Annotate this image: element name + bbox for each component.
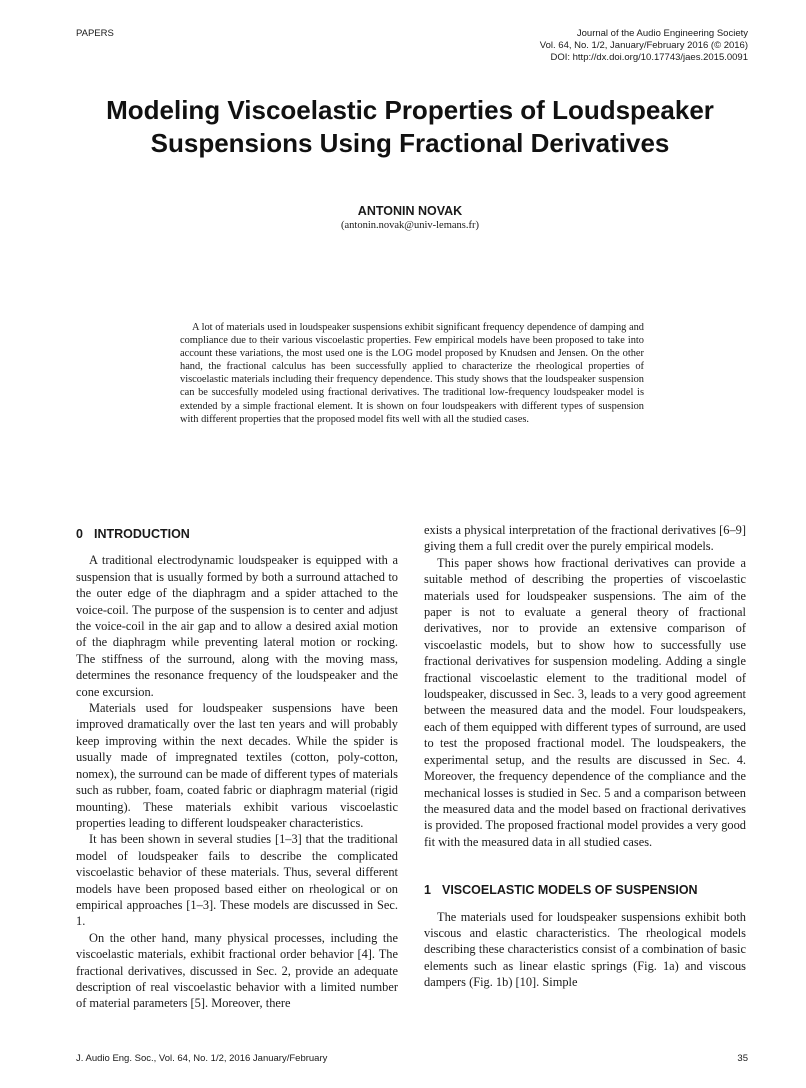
paragraph: On the other hand, many physical processes, including the viscoelastic materials, exhibit fractional order behavior [4]. The fractional derivatives, discussed in Sec. 2, provide an adequate description of real viscoelastic behavior with a limited number of material parameters [5]. Moreover, there — [76, 930, 398, 1011]
paragraph: This paper shows how fractional derivatives can provide a suitable method of describing the properties of viscoelastic materials used for loudspeaker suspensions. The aim of the paper is not to evaluate a general theory of fractional derivatives, nor to provide an extensive comparison of viscoelastic models, but to show how to successfully use fractional derivatives for suspension modeling. Adding a single fractional viscoelastic element to the traditional model of loudspeaker, discussed in Sec. 3, leads to a very good agreement between the measured data and the model. Four loudspeakers, each of them equipped with different types of surround, are used to test the proposed fractional model. The loudspeakers, the experimental setup, and the results are discussed in Sec. 4. Moreover, the frequency dependence of the compliance and the mechanical losses is studied in Sec. 5 and a comparison between the measured data and the model based on fractional derivatives is provided. The proposed fractional model provides a very good fit with the measured data in all studied cases. — [424, 555, 746, 849]
right-column — [424, 522, 746, 991]
section-spacer — [424, 850, 746, 878]
section-title: VISCOELASTIC MODELS OF SUSPENSION — [442, 883, 698, 898]
section-heading-viscoelastic-models — [424, 882, 746, 898]
running-header-section: PAPERS — [76, 28, 114, 39]
paragraph: A traditional electrodynamic loudspeaker is equipped with a suspension that is usually formed by both a surround attached to the outer edge of the diaphragm and a spider attached to the voice-coil. The purpose of the suspension is to center and adjust the voice-coil in the air gap and to allow a desired axial motion of the diaphragm while preventing lateral motion or rocking. The stiffness of the surround, along with the moving mass, determines the resonance frequency of the loudspeaker and the cone excursion. — [76, 553, 398, 699]
paper-title-line-1: Modeling Viscoelastic Properties of Loudspeaker — [106, 95, 714, 125]
paragraph: It has been shown in several studies [1–3] that the traditional model of loudspeaker fails to describe the complicated viscoelastic behavior of these materials. Thus, several different models have been proposed based either on rheological or on empirical approaches [1–3]. These models are discussed in Sec. 1. — [76, 832, 398, 929]
journal-doi: DOI: http://dx.doi.org/10.17743/jaes.2015.0091 — [550, 52, 748, 63]
section-title: INTRODUCTION — [94, 527, 190, 541]
running-header-journal-info — [388, 28, 748, 64]
section-number: 0 — [76, 527, 83, 541]
journal-name: Journal of the Audio Engineering Society — [576, 28, 748, 39]
section-number: 1 — [424, 883, 431, 898]
paragraph: The materials used for loudspeaker suspensions exhibit both viscous and elastic characteristics. The rheological models describing these characteristics consist of a combination of basic elements such as linear elastic springs (Fig. 1a) and viscous dampers (Fig. 1b) [10]. Simple — [424, 909, 746, 990]
left-column — [76, 522, 398, 1012]
paper-title — [60, 94, 760, 160]
page-number: 35 — [737, 1053, 748, 1064]
paper-title-line-2: Suspensions Using Fractional Derivatives — [150, 128, 670, 158]
journal-volume: Vol. 64, No. 1/2, January/February 2016 (© 2016) — [539, 40, 748, 51]
paragraph-continued: exists a physical interpretation of the fractional derivatives [6–9] giving them a full credit over the purely empirical models. — [424, 523, 746, 554]
footer-citation: J. Audio Eng. Soc., Vol. 64, No. 1/2, 2016 January/February — [76, 1053, 328, 1064]
paragraph: Materials used for loudspeaker suspensions have been improved dramatically over the last ten years and will probably keep improving within the next decades. While the spider is usually made of impregnated textiles (cotton, poly-cotton, nomex), the surround can be made of different types of materials such as rubber, foam, coated fabric or diaphragm material (rigid mounting). These materials exhibit various viscoelastic properties leading to different loudspeaker characteristics. — [76, 701, 398, 830]
section-heading-introduction — [76, 526, 398, 542]
author-name: ANTONIN NOVAK — [357, 204, 463, 218]
author-email: (antonin.novak@univ-lemans.fr) — [341, 220, 479, 231]
abstract: A lot of materials used in loudspeaker suspensions exhibit significant frequency dependence of damping and compliance due to their various viscoelastic properties. Few empirical models have been proposed to take into account these variations, the most used one is the LOG model proposed by Knudsen and Jensen. On the other hand, the fractional calculus has been successfully applied to characterize the rheological properties of viscoelastic materials including their frequency dependence. This study shows that the loudspeaker suspension can be succesfully modeled using fractional derivatives. The traditional low-frequency loudspeaker model is extended by a simple fractional element. It is shown on four loudspeakers with different types of suspension with different properties that the proposed model fits well with all the studied cases. — [180, 322, 644, 425]
